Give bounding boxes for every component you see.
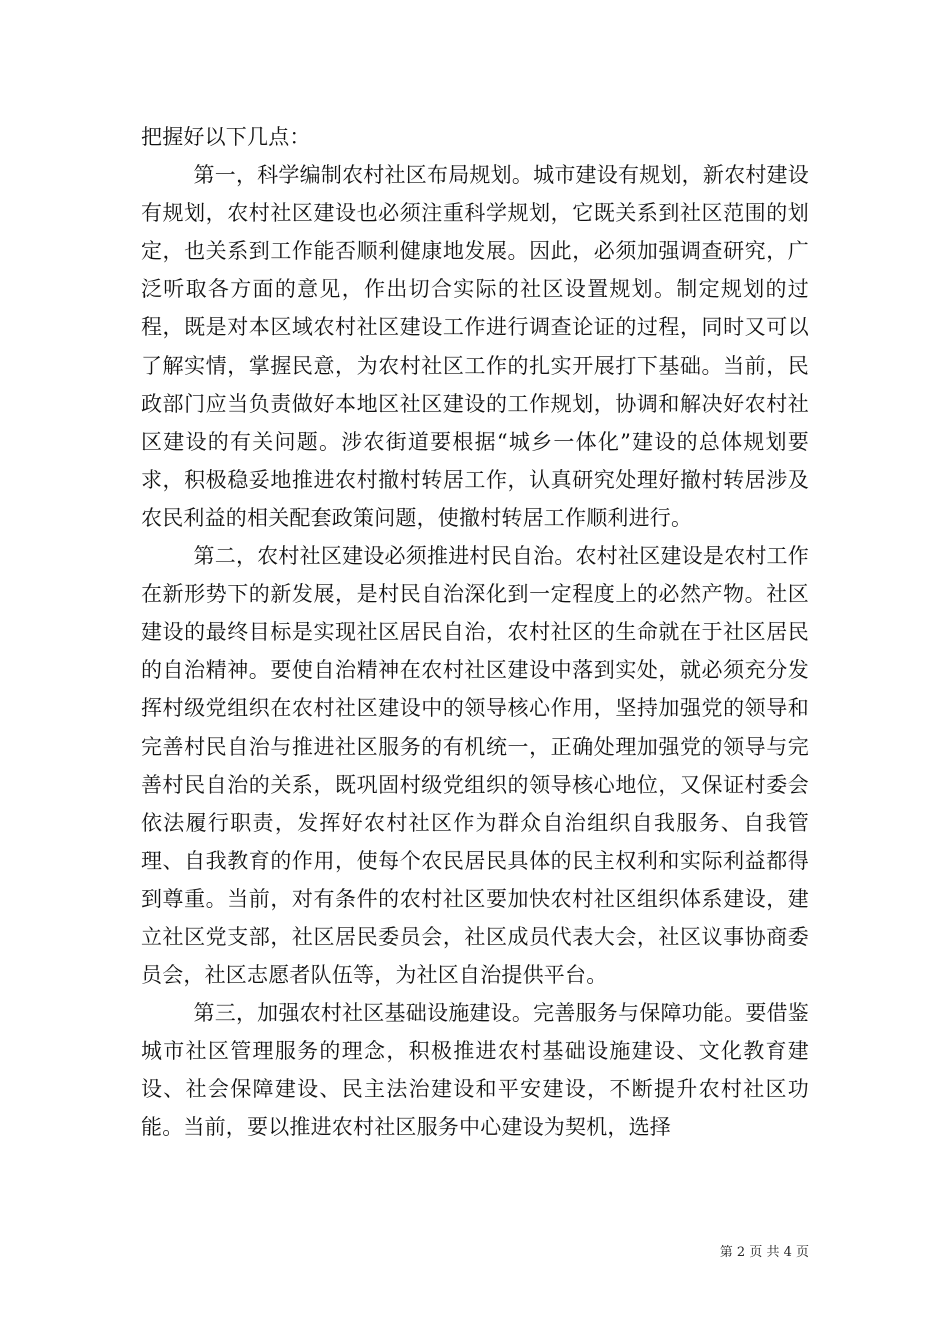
paragraph-intro: 把握好以下几点：	[141, 125, 311, 149]
paragraph-point-1: 第一，科学编制农村社区布局规划。城市建设有规划，新农村建设有规划，农村社区建设也必须注重科学规划，它既关系到社区范围的划定，也关系到工作能否顺利健康地发展。因此，必须加强调查研究，广泛听取各方面的意见，作出切合实际的社区设置规划。制定规划的过程，既是对本区域农村社区建设工作进行调查论证的过程，同时又可以了解实情，掌握民意，为农村社区工作的扎实开展打下基础。当前，民政部门应当负责做好本地区社区建设的工作规划，协调和解决好农村社区建设的有关问题。涉农街道要根据“城乡一体化”建设的总体规划要求，积极稳妥地推进农村撤村转居工作，认真研究处理好撤村转居涉及农民利益的相关配套政策问题，使撤村转居工作顺利进行。	[141, 163, 809, 530]
document-body	[141, 118, 809, 1147]
paragraph-point-3: 第三，加强农村社区基础设施建设。完善服务与保障功能。要借鉴城市社区管理服务的理念，积极推进农村基础设施建设、文化教育建设、社会保障建设、民主法治建设和平安建设，不断提升农村社区功能。当前，要以推进农村社区服务中心建设为契机，选择	[141, 1001, 809, 1140]
page-number-footer: 第 2 页 共 4 页	[719, 1245, 809, 1260]
paragraph-point-2: 第二，农村社区建设必须推进村民自治。农村社区建设是农村工作在新形势下的新发展，是村民自治深化到一定程度上的必然产物。社区建设的最终目标是实现社区居民自治，农村社区的生命就在于社区居民的自治精神。要使自治精神在农村社区建设中落到实处，就必须充分发挥村级党组织在农村社区建设中的领导核心作用，坚持加强党的领导和完善村民自治与推进社区服务的有机统一，正确处理加强党的领导与完善村民自治的关系，既巩固村级党组织的领导核心地位，又保证村委会依法履行职责，发挥好农村社区作为群众自治组织自我服务、自我管理、自我教育的作用，使每个农民居民具体的民主权利和实际利益都得到尊重。当前，对有条件的农村社区要加快农村社区组织体系建设，建立社区党支部，社区居民委员会，社区成员代表大会，社区议事协商委员会，社区志愿者队伍等，为社区自治提供平台。	[141, 544, 809, 988]
